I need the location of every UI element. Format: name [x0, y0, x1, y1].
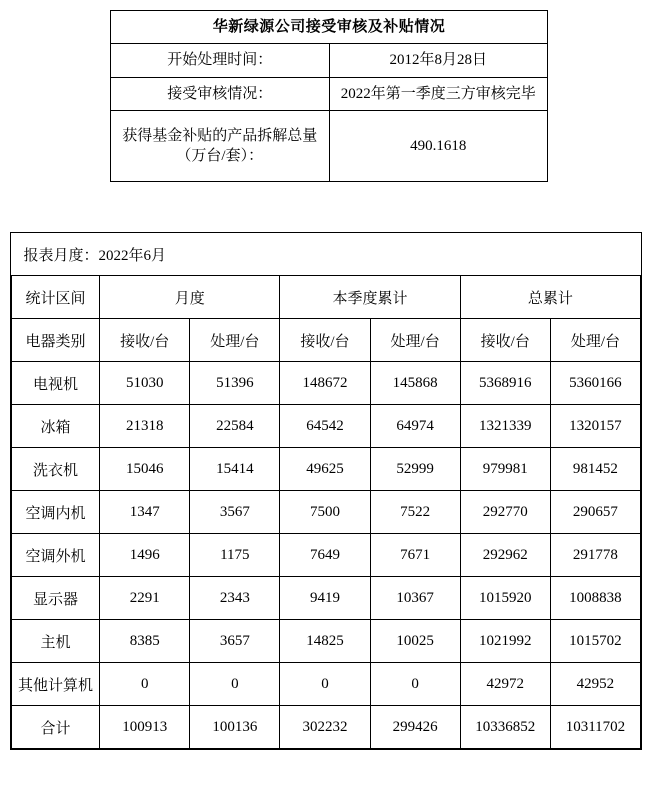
row-value: 292962 — [460, 534, 550, 577]
table-row — [12, 577, 641, 620]
summary-label-subsidy-total: 获得基金补贴的产品拆解总量（万台/套）： — [111, 110, 330, 181]
row-value: 0 — [280, 663, 370, 706]
row-value: 52999 — [370, 448, 460, 491]
row-category: 合计 — [12, 706, 100, 749]
summary-row-subsidy-total — [111, 110, 548, 181]
report-subheader-4: 接收/台 — [460, 319, 550, 362]
row-value: 1175 — [190, 534, 280, 577]
table-row — [12, 362, 641, 405]
summary-row-start-time — [111, 44, 548, 77]
row-value: 1021992 — [460, 620, 550, 663]
row-value: 8385 — [100, 620, 190, 663]
row-category: 空调外机 — [12, 534, 100, 577]
report-table-container — [10, 232, 642, 750]
row-value: 290657 — [550, 491, 640, 534]
row-value: 292770 — [460, 491, 550, 534]
row-value: 49625 — [280, 448, 370, 491]
row-value: 5360166 — [550, 362, 640, 405]
row-category: 空调内机 — [12, 491, 100, 534]
report-subheader-3: 处理/台 — [370, 319, 460, 362]
row-value: 3657 — [190, 620, 280, 663]
report-subheader-0: 接收/台 — [100, 319, 190, 362]
row-value: 0 — [370, 663, 460, 706]
summary-value-subsidy-total: 490.1618 — [329, 110, 548, 181]
row-value: 100136 — [190, 706, 280, 749]
row-value: 14825 — [280, 620, 370, 663]
report-interval-label: 统计区间 — [12, 276, 100, 319]
table-row-total — [12, 706, 641, 749]
row-value: 10311702 — [550, 706, 640, 749]
row-category: 显示器 — [12, 577, 100, 620]
report-group-quarter: 本季度累计 — [280, 276, 460, 319]
row-category: 洗衣机 — [12, 448, 100, 491]
table-row — [12, 448, 641, 491]
summary-title: 华新绿源公司接受审核及补贴情况 — [111, 11, 548, 44]
report-subheader-5: 处理/台 — [550, 319, 640, 362]
table-row — [12, 405, 641, 448]
row-value: 22584 — [190, 405, 280, 448]
report-subheader-2: 接收/台 — [280, 319, 370, 362]
row-category: 其他计算机 — [12, 663, 100, 706]
report-month-label: 报表月度：2022年6月 — [23, 247, 167, 264]
summary-table — [110, 10, 548, 182]
report-group-header-row — [12, 276, 641, 319]
table-row — [12, 663, 641, 706]
row-value: 42972 — [460, 663, 550, 706]
row-value: 1008838 — [550, 577, 640, 620]
report-group-monthly: 月度 — [100, 276, 280, 319]
row-value: 5368916 — [460, 362, 550, 405]
summary-value-start-time: 2012年8月28日 — [329, 44, 548, 77]
row-value: 10336852 — [460, 706, 550, 749]
row-value: 9419 — [280, 577, 370, 620]
row-value: 1320157 — [550, 405, 640, 448]
row-value: 2343 — [190, 577, 280, 620]
table-row — [12, 534, 641, 577]
table-row — [12, 491, 641, 534]
summary-label-start-time: 开始处理时间： — [111, 44, 330, 77]
row-value: 1015702 — [550, 620, 640, 663]
row-value: 51030 — [100, 362, 190, 405]
row-value: 0 — [100, 663, 190, 706]
row-value: 10025 — [370, 620, 460, 663]
row-value: 21318 — [100, 405, 190, 448]
summary-row-audit-status — [111, 77, 548, 110]
row-value: 979981 — [460, 448, 550, 491]
row-value: 7522 — [370, 491, 460, 534]
row-value: 1496 — [100, 534, 190, 577]
row-value: 1321339 — [460, 405, 550, 448]
row-value: 15046 — [100, 448, 190, 491]
report-table — [11, 233, 641, 749]
row-value: 291778 — [550, 534, 640, 577]
report-subheader-row — [12, 319, 641, 362]
row-value: 2291 — [100, 577, 190, 620]
row-value: 7649 — [280, 534, 370, 577]
summary-title-row — [111, 11, 548, 44]
row-value: 299426 — [370, 706, 460, 749]
row-value: 981452 — [550, 448, 640, 491]
row-value: 1347 — [100, 491, 190, 534]
row-value: 10367 — [370, 577, 460, 620]
row-value: 0 — [190, 663, 280, 706]
summary-value-audit-status: 2022年第一季度三方审核完毕 — [329, 77, 548, 110]
row-category: 电视机 — [12, 362, 100, 405]
report-month-row — [12, 233, 641, 276]
row-value: 51396 — [190, 362, 280, 405]
row-value: 42952 — [550, 663, 640, 706]
row-value: 64974 — [370, 405, 460, 448]
row-value: 64542 — [280, 405, 370, 448]
report-category-label: 电器类别 — [12, 319, 100, 362]
row-value: 1015920 — [460, 577, 550, 620]
row-value: 7500 — [280, 491, 370, 534]
report-subheader-1: 处理/台 — [190, 319, 280, 362]
row-value: 15414 — [190, 448, 280, 491]
row-value: 148672 — [280, 362, 370, 405]
row-value: 100913 — [100, 706, 190, 749]
row-value: 145868 — [370, 362, 460, 405]
report-group-total: 总累计 — [460, 276, 640, 319]
row-value: 3567 — [190, 491, 280, 534]
row-category: 冰箱 — [12, 405, 100, 448]
table-row — [12, 620, 641, 663]
row-value: 7671 — [370, 534, 460, 577]
row-category: 主机 — [12, 620, 100, 663]
summary-label-audit-status: 接受审核情况： — [111, 77, 330, 110]
row-value: 302232 — [280, 706, 370, 749]
summary-table-container — [110, 10, 548, 182]
